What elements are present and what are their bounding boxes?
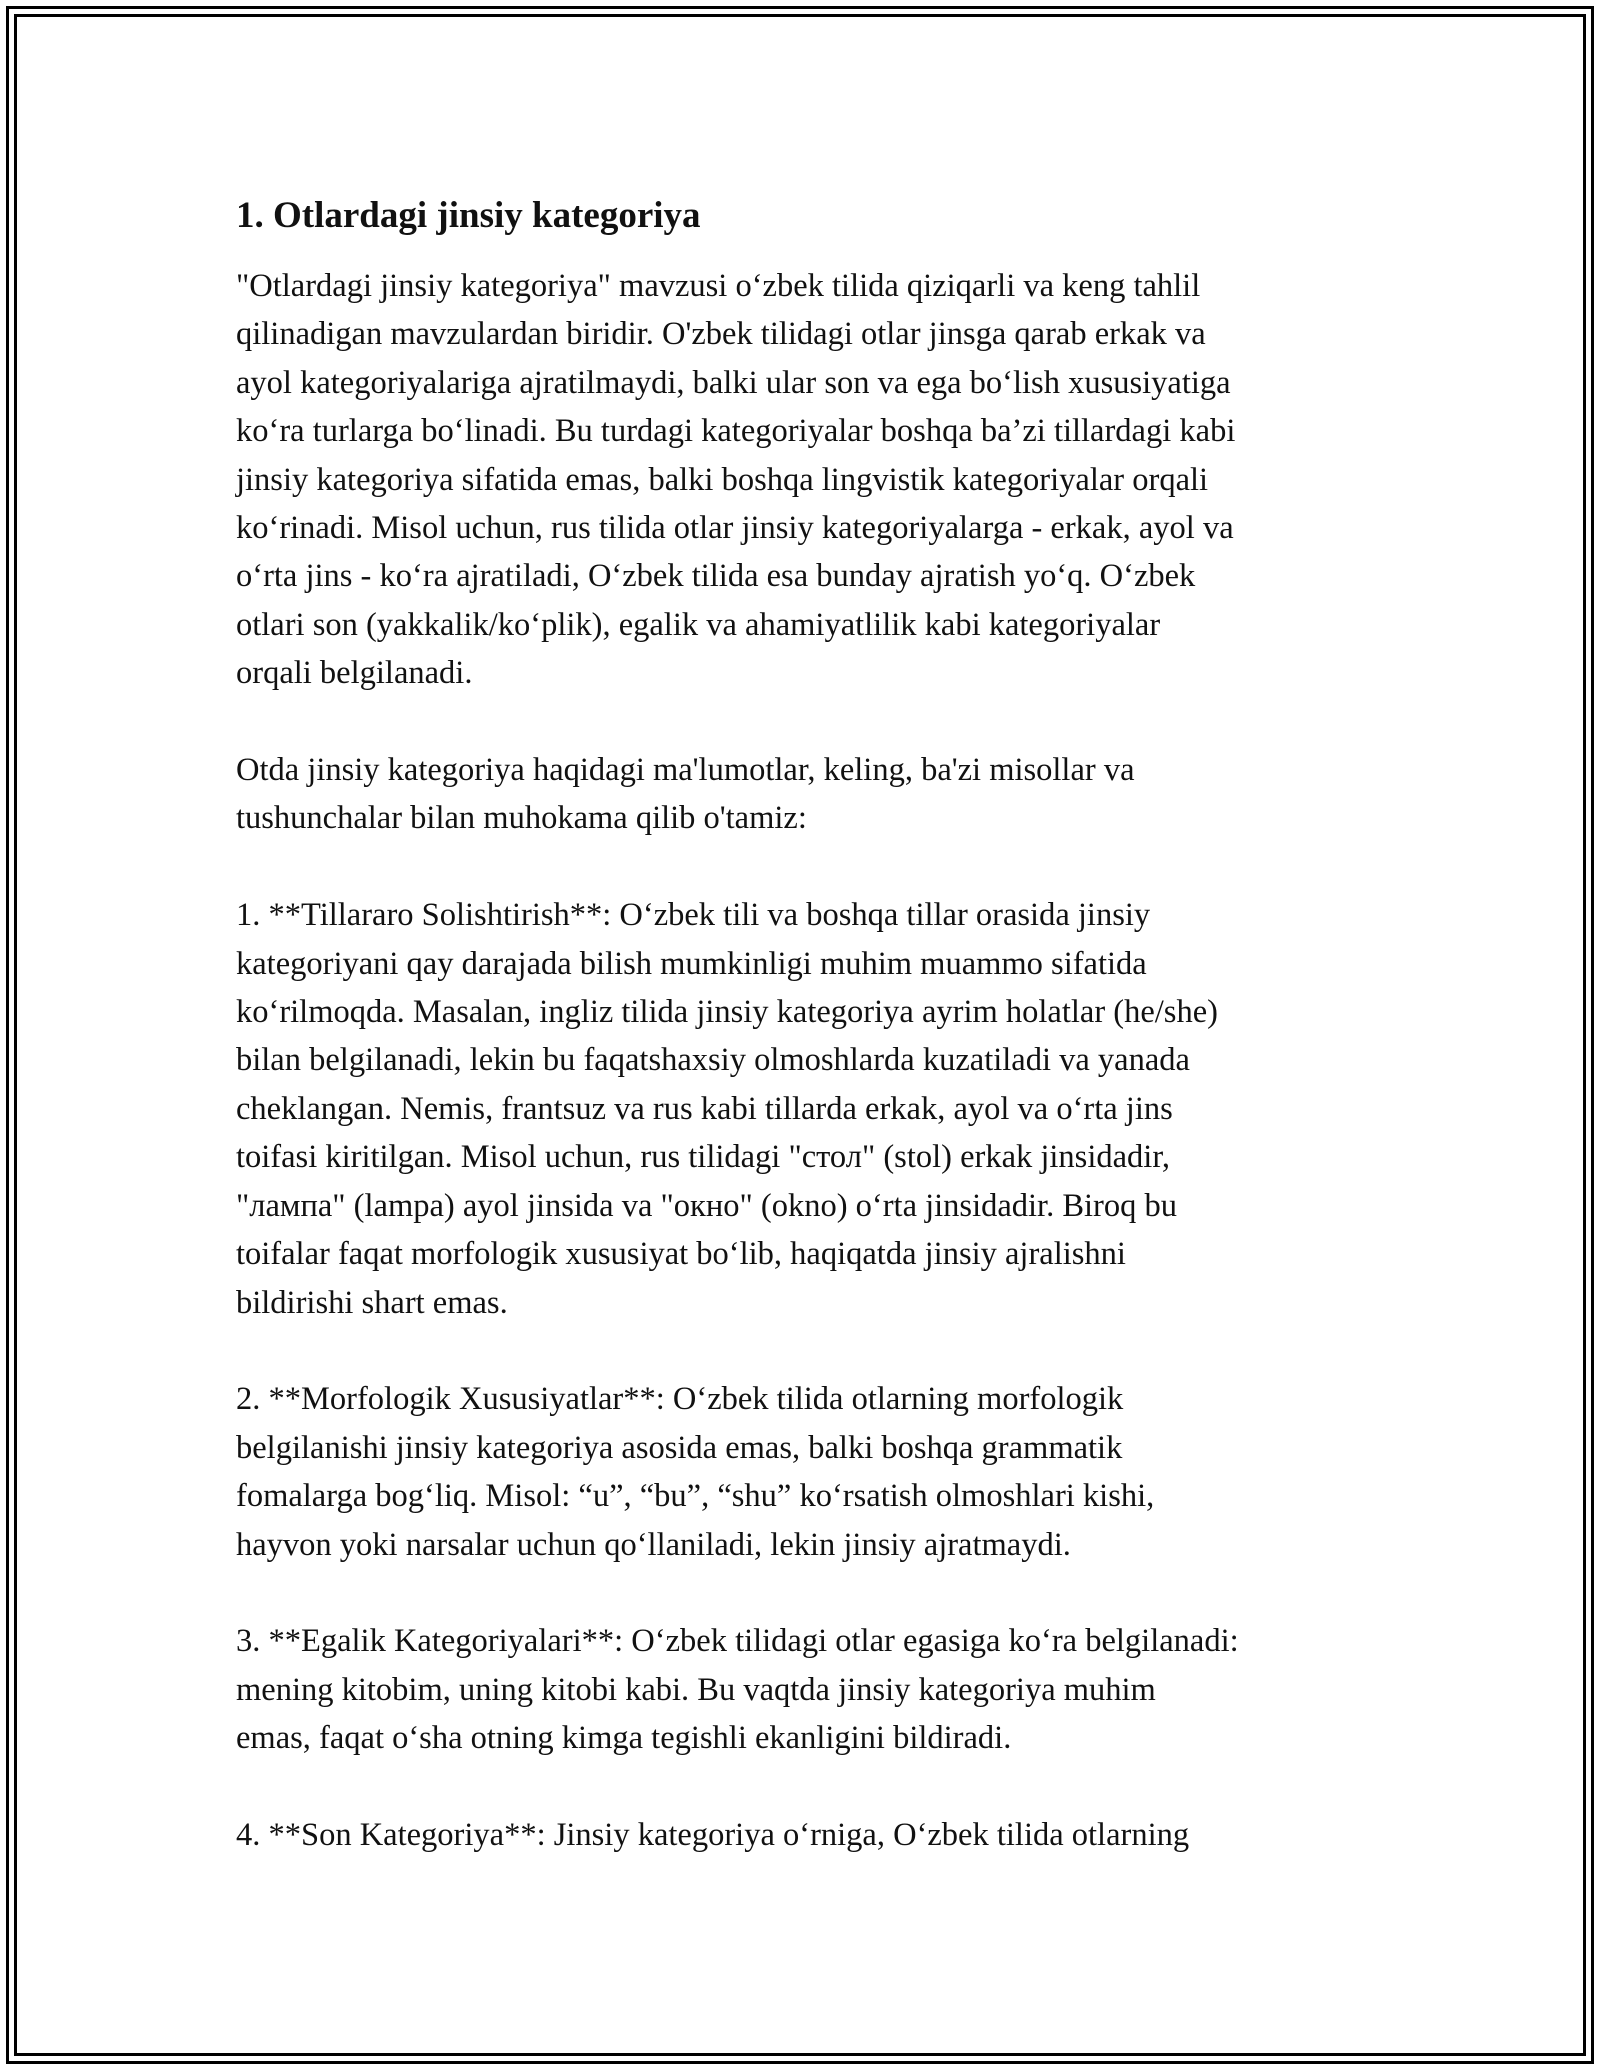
text-line: belgilanishi jinsiy kategoriya asosida emas, balki boshqa grammatik: [236, 1429, 1123, 1466]
text-line: emas, faqat o‘sha otning kimga tegishli ekanligini bildiradi.: [236, 1720, 1012, 1757]
text-line: hayvon yoki narsalar uchun qo‘llaniladi, lekin jinsiy ajratmaydi.: [236, 1526, 1071, 1563]
text-line: toifalar faqat morfologik xususiyat bo‘lib, haqiqatda jinsiy ajralishni: [236, 1236, 1126, 1273]
list-item-2: [236, 1375, 1386, 1569]
text-line: 1. **Tillararo Solishtirish**: O‘zbek tili va boshqa tillar orasida jinsiy: [236, 897, 1151, 934]
text-line: "лампа" (lampa) ayol jinsida va "окно" (okno) o‘rta jinsidadir. Biroq bu: [236, 1187, 1177, 1224]
text-line: toifasi kiritilgan. Misol uchun, rus tilidagi "стол" (stol) erkak jinsidadir,: [236, 1139, 1170, 1176]
section-heading: 1. Otlardagi jinsiy kategoriya: [236, 195, 701, 236]
text-line: 2. **Morfologik Xususiyatlar**: O‘zbek tilida otlarning morfologik: [236, 1381, 1124, 1418]
paragraph-spacer: [236, 1569, 1386, 1617]
paragraph-spacer: [236, 1327, 1386, 1375]
paragraph-spacer: [236, 1763, 1386, 1811]
text-line: o‘rta jins - ko‘ra ajratiladi, O‘zbek tilida esa bunday ajratish yo‘q. O‘zbek: [236, 558, 1196, 595]
document-body: [236, 188, 1386, 1859]
text-line: ko‘rinadi. Misol uchun, rus tilida otlar jinsiy kategoriyalarga - erkak, ayol va: [236, 510, 1234, 547]
paragraph-spacer: [236, 843, 1386, 891]
paragraph-intro: [236, 262, 1386, 698]
text-line: ayol kategoriyalariga ajratilmaydi, balki ular son va ega bo‘lish xususiyatiga: [236, 364, 1231, 401]
paragraph-spacer: [236, 698, 1386, 746]
text-line: kategoriyani qay darajada bilish mumkinligi muhim muammo sifatida: [236, 945, 1147, 982]
list-item-1: [236, 891, 1386, 1327]
paragraph-lead-in: [236, 746, 1386, 843]
text-line: 4. **Son Kategoriya**: Jinsiy kategoriya o‘rniga, O‘zbek tilida otlarning: [236, 1816, 1190, 1853]
text-line: bilan belgilanadi, lekin bu faqatshaxsiy olmoshlarda kuzatiladi va yanada: [236, 1042, 1190, 1079]
text-line: 3. **Egalik Kategoriyalari**: O‘zbek tilidagi otlar egasiga ko‘ra belgilanadi:: [236, 1623, 1239, 1660]
text-line: Otda jinsiy kategoriya haqidagi ma'lumotlar, keling, ba'zi misollar va: [236, 752, 1135, 789]
text-line: qilinadigan mavzulardan biridir. O'zbek tilidagi otlar jinsga qarab erkak va: [236, 316, 1206, 353]
text-line: cheklangan. Nemis, frantsuz va rus kabi tillarda erkak, ayol va o‘rta jins: [236, 1090, 1173, 1127]
text-line: ko‘ra turlarga bo‘linadi. Bu turdagi kategoriyalar boshqa ba’zi tillardagi kabi: [236, 413, 1236, 450]
text-line: otlari son (yakkalik/ko‘plik), egalik va ahamiyatlilik kabi kategoriyalar: [236, 606, 1161, 643]
text-line: mening kitobim, uning kitobi kabi. Bu vaqtda jinsiy kategoriya muhim: [236, 1671, 1156, 1708]
text-line: fomalarga bog‘liq. Misol: “u”, “bu”, “shu” ko‘rsatish olmoshlari kishi,: [236, 1478, 1155, 1515]
text-line: ko‘rilmoqda. Masalan, ingliz tilida jinsiy kategoriya ayrim holatlar (he/she): [236, 994, 1218, 1031]
text-line: bildirishi shart emas.: [236, 1284, 508, 1321]
text-line: tushunchalar bilan muhokama qilib o'tamiz:: [236, 800, 807, 837]
list-item-3: [236, 1617, 1386, 1762]
text-line: orqali belgilanadi.: [236, 655, 473, 692]
text-line: jinsiy kategoriya sifatida emas, balki boshqa lingvistik kategoriyalar orqali: [236, 461, 1209, 498]
text-line: "Otlardagi jinsiy kategoriya" mavzusi o‘zbek tilida qiziqarli va keng tahlil: [236, 268, 1201, 304]
list-item-4: [236, 1811, 1386, 1859]
